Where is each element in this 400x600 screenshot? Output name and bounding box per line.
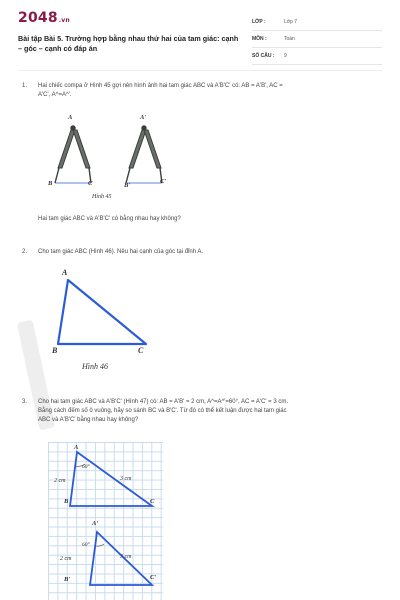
meta-info xyxy=(252,16,382,67)
label-a: A xyxy=(74,444,79,451)
label-a-prime: A' xyxy=(140,114,147,121)
question-2 xyxy=(22,248,382,258)
angle-mark xyxy=(95,544,104,546)
label-c: C xyxy=(138,346,144,355)
label-a: A xyxy=(62,268,68,277)
question-subtext: Hai tam giác ABC và A'B'C' có bằng nhau hay không? xyxy=(38,216,181,222)
question-line: ABC và A'B'C' bằng nhau hay không? xyxy=(38,417,139,423)
question-number: 1. xyxy=(22,83,28,89)
triangle-abc xyxy=(70,452,155,506)
figure-caption: Hình 46 xyxy=(82,362,108,371)
figure-45 xyxy=(38,112,188,204)
site-logo[interactable] xyxy=(18,10,70,26)
label-c-prime: C' xyxy=(160,178,167,185)
label-c: C xyxy=(88,180,93,187)
question-line: Hai chiếc compa ở Hình 45 gợi nên hình ảnh hai tam giác ABC và A'B'C' có: AB = A'B', AC = xyxy=(38,83,283,89)
label-b: B xyxy=(64,498,69,505)
figure-46 xyxy=(50,270,160,350)
question-line: Bằng cách đếm số ô vuông, hãy so sánh BC và B'C'. Từ đó có thể kết luận được hai tam giác xyxy=(38,408,287,414)
meta-value: 9 xyxy=(284,53,287,59)
label-b: B xyxy=(48,180,53,187)
triangle-abc xyxy=(58,280,146,344)
angle-label: 60° xyxy=(82,464,90,470)
figure-caption: Hình 45 xyxy=(92,194,112,200)
meta-key: LỚP : xyxy=(252,19,266,25)
question-text xyxy=(38,248,382,257)
logo-suffix: .vn xyxy=(58,17,70,24)
label-b-prime: B' xyxy=(64,576,71,583)
label-a: A xyxy=(68,114,73,121)
label-a-prime: A' xyxy=(92,520,99,527)
question-1 xyxy=(22,82,382,102)
label-c: C xyxy=(150,498,155,505)
header xyxy=(0,0,400,70)
compass-icon xyxy=(55,126,91,183)
compass-icon xyxy=(126,126,162,183)
question-text xyxy=(38,398,382,425)
meta-key: SỐ CÂU : xyxy=(252,53,275,59)
meta-key: MÔN : xyxy=(252,36,267,42)
meta-value: Lớp 7 xyxy=(284,19,298,25)
question-line: Cho tam giác ABC (Hình 46). Nêu hai cạnh của góc tại đỉnh A. xyxy=(38,249,204,255)
meta-row-subject xyxy=(252,33,382,48)
question-number: 3. xyxy=(22,399,28,405)
question-text xyxy=(38,82,382,100)
side-label-ac: 3 cm xyxy=(120,554,132,560)
side-label-ac: 3 cm xyxy=(120,476,132,482)
header-divider xyxy=(18,70,382,71)
document-title: Bài tập Bài 5. Trường hợp bằng nhau thứ hai của tam giác: cạnh – góc – cạnh có đáp án xyxy=(18,34,239,53)
question-line: A'C', A^=A^'. xyxy=(38,92,72,98)
angle-label: 60° xyxy=(82,542,90,548)
label-b-prime: B' xyxy=(124,182,131,189)
meta-row-class xyxy=(252,16,382,31)
question-number: 2. xyxy=(22,249,28,255)
logo-text: 2048 xyxy=(18,10,58,26)
side-label-ab: 2 cm xyxy=(60,556,72,562)
meta-value: Toán xyxy=(284,36,295,42)
meta-row-count xyxy=(252,50,382,65)
question-line: Cho hai tam giác ABC và A'B'C' (Hình 47) có: AB = A'B' = 2 cm, A^=A^'=60°, AC = A'C' = 3 cm. xyxy=(38,399,288,405)
question-3 xyxy=(22,398,382,428)
label-b: B xyxy=(52,346,58,355)
label-c-prime: C' xyxy=(150,574,157,581)
side-label-ab: 2 cm xyxy=(54,478,66,484)
